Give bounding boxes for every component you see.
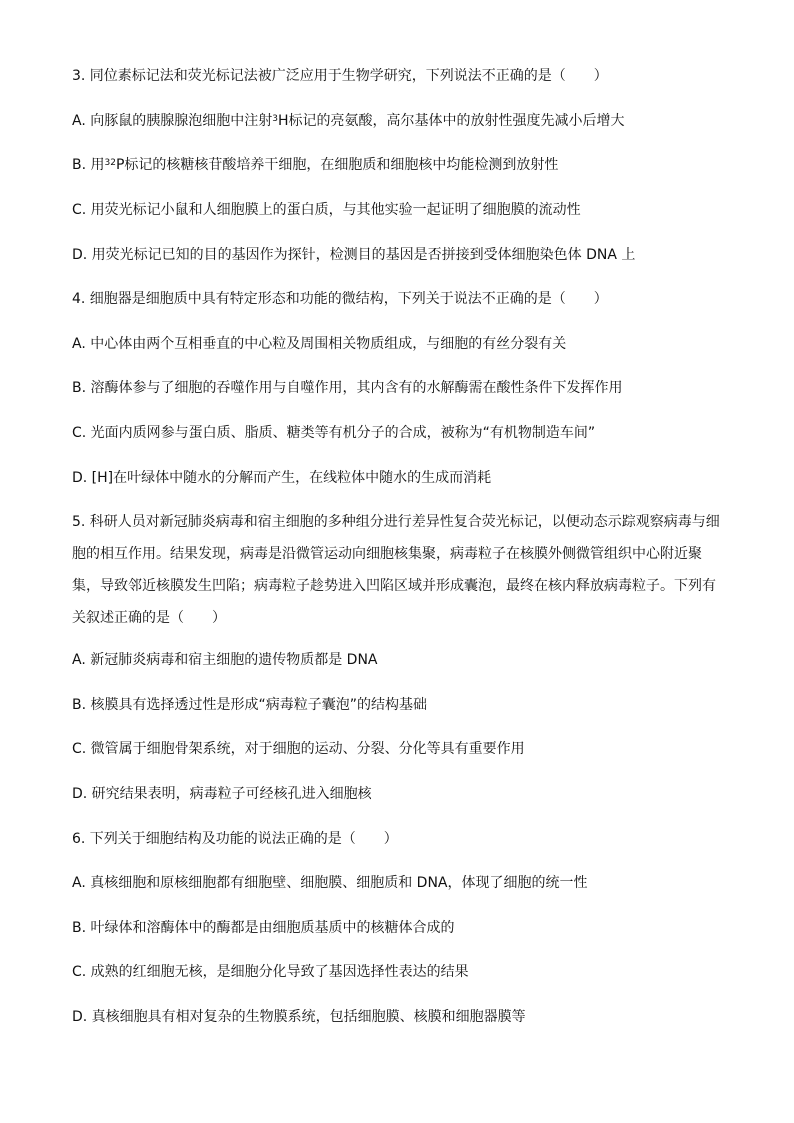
question-6-stem: 6. 下列关于细胞结构及功能的说法正确的是（ ） [72,831,398,847]
option-b-text-post: P标记的核糖核苷酸培养干细胞，在细胞质和细胞核中均能检测到放射性 [115,157,559,173]
question-3-stem: 3. 同位素标记法和荧光标记法被广泛应用于生物学研究，下列说法不正确的是（ ） [72,68,608,84]
isotope-mass-number: 3 [272,114,278,124]
question-3-option-b [72,155,558,175]
question-6-option-a: A. 真核细胞和原核细胞都有细胞壁、细胞膜、细胞质和 DNA，体现了细胞的统一性 [72,875,588,891]
question-4-option-b: B. 溶酶体参与了细胞的吞噬作用与自噬作用，其内含有的水解酶需在酸性条件下发挥作用 [72,380,623,396]
question-5-stem: 5. 科研人员对新冠肺炎病毒和宿主细胞的多种组分进行差异性复合荧光标记，以便动态示踪观察病毒与细胞的相互作用。结果发现，病毒是沿微管运动向细胞核集聚，病毒粒子在核膜外侧微管组织中心附近聚集，导致邻近核膜发生凹陷；病毒粒子趁势进入凹陷区域并形成囊泡，最终在核内释放病毒粒子。下列有关叙述正确的是（ ） [72,514,720,626]
question-6-option-b: B. 叶绿体和溶酶体中的酶都是由细胞质基质中的核糖体合成的 [72,920,455,936]
question-3-option-a [72,111,625,131]
option-a-text-pre: A. 向豚鼠的胰腺腺泡细胞中注射 [72,113,273,129]
option-b-text-pre: B. 用 [72,157,105,173]
question-4-stem: 4. 细胞器是细胞质中具有特定形态和功能的微结构，下列关于说法不正确的是（ ） [72,291,608,307]
question-5-option-a: A. 新冠肺炎病毒和宿主细胞的遗传物质都是 DNA [72,652,378,668]
question-5-option-b: B. 核膜具有选择透过性是形成“病毒粒子囊泡”的结构基础 [72,697,428,713]
question-6-option-c: C. 成熟的红细胞无核，是细胞分化导致了基因选择性表达的结果 [72,964,469,980]
question-6-option-d: D. 真核细胞具有相对复杂的生物膜系统，包括细胞膜、核膜和细胞器膜等 [72,1009,526,1025]
question-5-option-c: C. 微管属于细胞骨架系统，对于细胞的运动、分裂、分化等具有重要作用 [72,741,525,757]
question-5-option-d: D. 研究结果表明，病毒粒子可经核孔进入细胞核 [72,786,372,802]
isotope-mass-number: 32 [104,158,116,168]
question-4-option-a: A. 中心体由两个互相垂直的中心粒及周围相关物质组成，与细胞的有丝分裂有关 [72,336,567,352]
question-3-option-c: C. 用荧光标记小鼠和人细胞膜上的蛋白质，与其他实验一起证明了细胞膜的流动性 [72,202,581,218]
question-4-option-c: C. 光面内质网参与蛋白质、脂质、糖类等有机分子的合成，被称为“有机物制造车间” [72,425,596,441]
question-3-option-d: D. 用荧光标记已知的目的基因作为探针，检测目的基因是否拼接到受体细胞染色体 DNA 上 [72,247,636,263]
option-a-text-post: H标记的亮氨酸，高尔基体中的放射性强度先减小后增大 [277,113,625,129]
question-4-option-d: D. [H]在叶绿体中随水的分解而产生，在线粒体中随水的生成而消耗 [72,470,492,486]
